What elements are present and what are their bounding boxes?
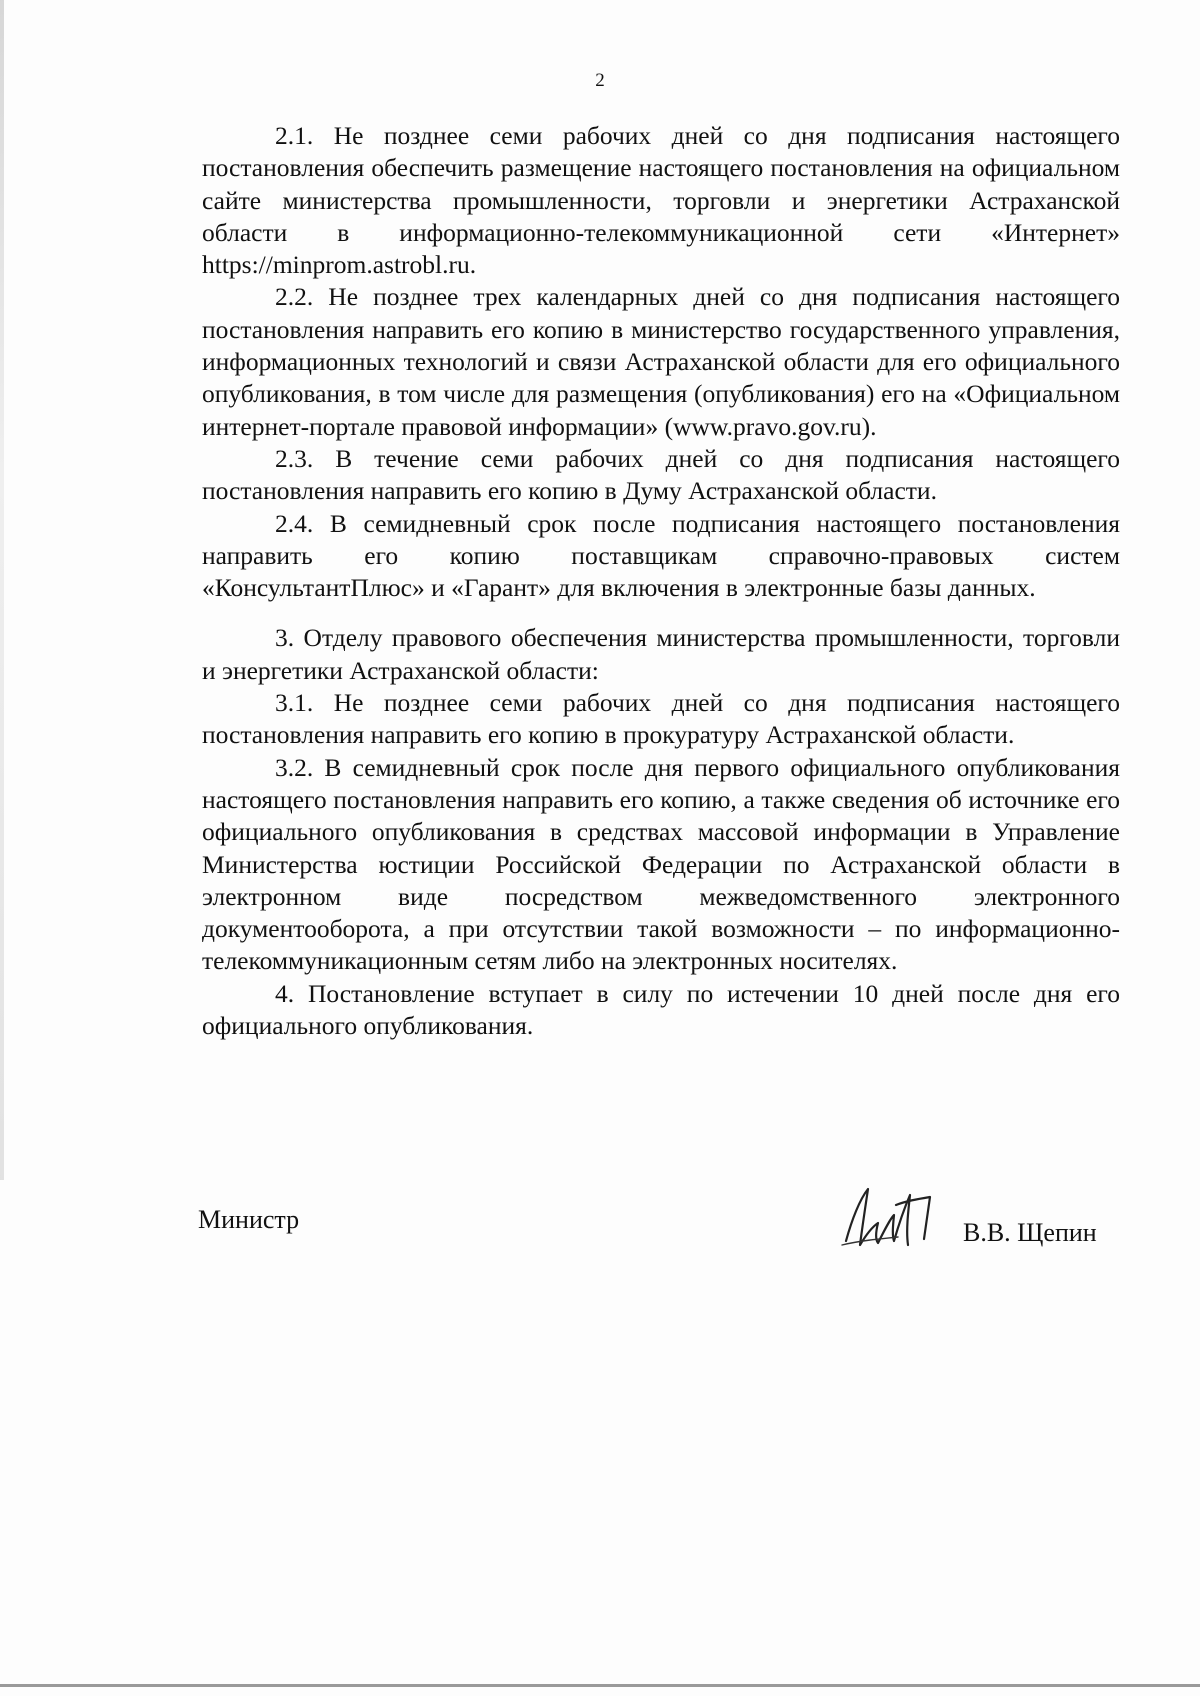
paragraph-3-2: 3.2. В семидневный срок после дня первого официального опубликования настоящего постановления направить его копию, а также сведения об источнике его официального опубликования в средствах массовой информации в Управление Министерства юстиции Российской Федерации по Астраханской области в электронном виде посредством межведомственного электронного документооборота, а при отсутствии такой возможности – по информационно-телекоммуникационным сетям либо на электронных носителях.: [202, 752, 1120, 976]
document-body: [202, 120, 1120, 1042]
paragraph-2-1: 2.1. Не позднее семи рабочих дней со дня подписания настоящего постановления обеспечить размещение настоящего постановления на официальном сайте министерства промышленности, торговли и энергетики Астраханской области в информационно-телекоммуникационной сети «Интернет» https://minprom.astrobl.ru.: [202, 121, 1120, 280]
signatory-title: Министр: [198, 1205, 300, 1234]
paragraph-4: 4. Постановление вступает в силу по истечении 10 дней после дня его официального опубликования.: [202, 978, 1120, 1041]
paragraph-3-1: 3.1. Не позднее семи рабочих дней со дня подписания настоящего постановления направить его копию в прокуратуру Астраханской области.: [202, 688, 1120, 750]
paragraph-2-2: 2.2. Не позднее трех календарных дней со дня подписания настоящего постановления направить его копию в министерство государственного управления, информационных технологий и связи Астраханской области для его официального опубликования, в том числе для размещения (опубликования) его на «Официальном интернет-портале правовой информации» (www.pravo.gov.ru).: [202, 282, 1120, 441]
scan-edge-left: [0, 0, 4, 1180]
paragraph-3: 3. Отделу правового обеспечения министерства промышленности, торговли и энергетики Астраханской области:: [202, 623, 1120, 685]
signature-icon: [838, 1179, 948, 1259]
paragraph-2-4: 2.4. В семидневный срок после подписания настоящего постановления направить его копию поставщикам справочно-правовых систем «КонсультантПлюс» и «Гарант» для включения в электронные базы данных.: [202, 508, 1120, 603]
scan-edge-bottom: [0, 1684, 1200, 1687]
signature-block: [198, 1205, 1118, 1265]
signatory-name: В.В. Щепин: [963, 1218, 1097, 1247]
paragraph-2-3: 2.3. В течение семи рабочих дней со дня подписания настоящего постановления направить его копию в Думу Астраханской области.: [202, 443, 1120, 506]
page-number: 2: [595, 70, 605, 91]
